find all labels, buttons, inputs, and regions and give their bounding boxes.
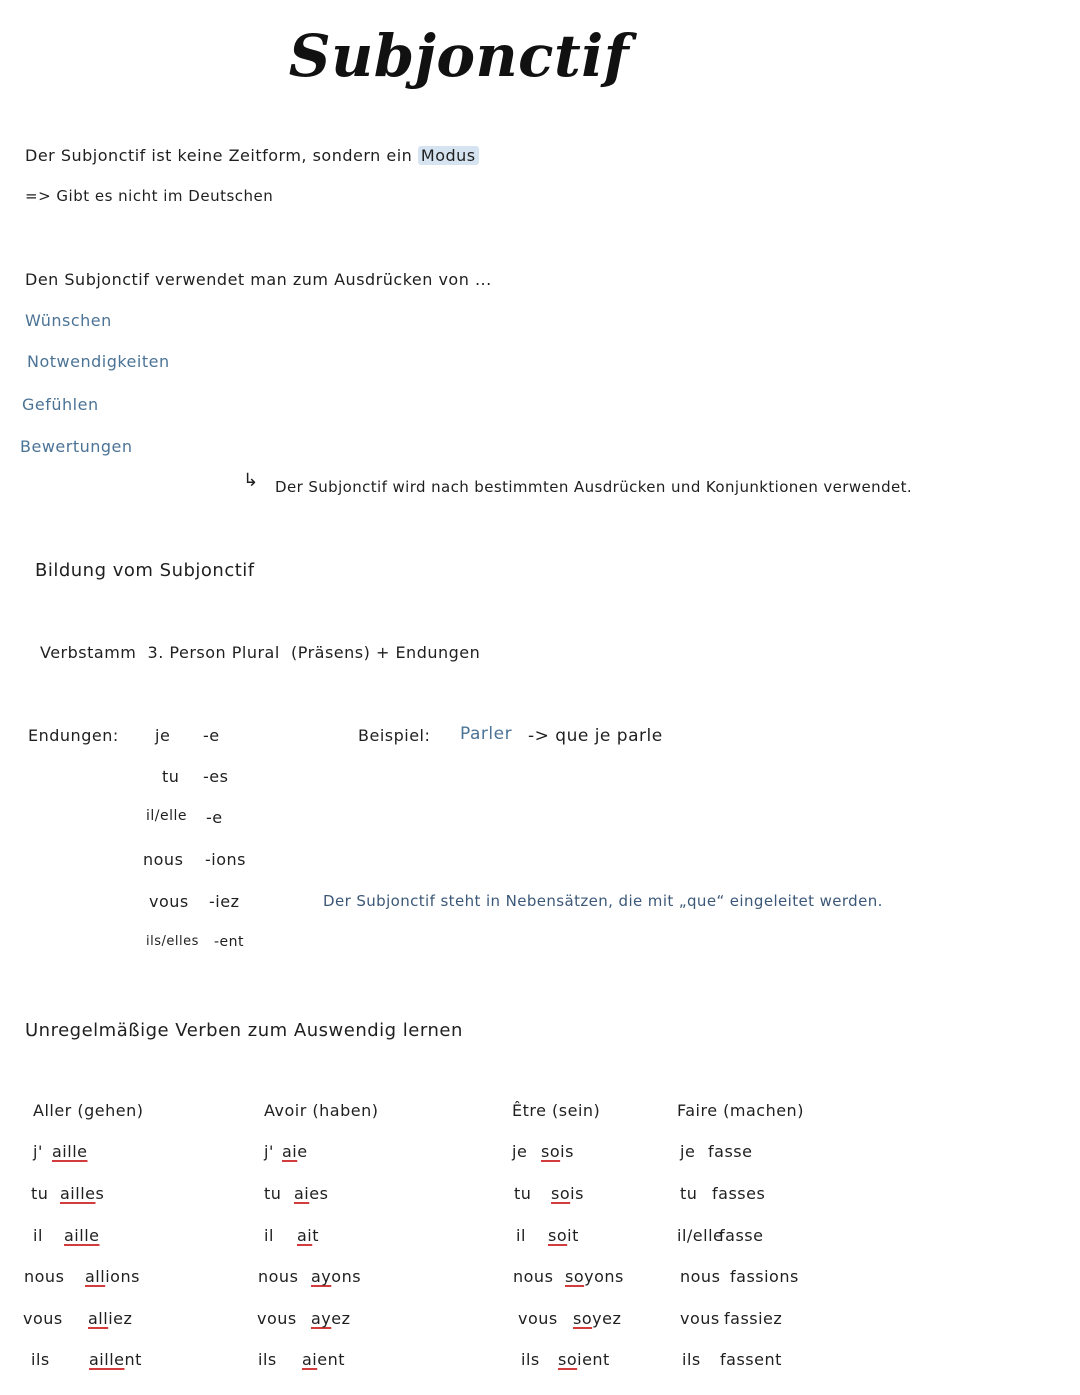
irregular-heading: Unregelmäßige Verben zum Auswendig lernen — [25, 1020, 463, 1041]
verb-form — [573, 1309, 621, 1328]
verb-form-ending: it — [567, 1226, 579, 1245]
verb-form — [558, 1350, 610, 1369]
verb-form-pronoun: il — [264, 1226, 274, 1245]
verb-form-stem: fassiez — [724, 1309, 783, 1328]
verb-form-ending: e — [297, 1142, 308, 1161]
ending-suffix: -iez — [209, 892, 240, 911]
verb-form-pronoun: j' — [33, 1142, 43, 1161]
ending-suffix: -e — [206, 808, 223, 827]
verb-form-stem: ai — [282, 1142, 298, 1161]
usage-item: Gefühlen — [22, 395, 99, 414]
verb-form-pronoun: il/elle — [677, 1226, 724, 1245]
formation-rule: Verbstamm 3. Person Plural (Präsens) + Endungen — [40, 643, 481, 662]
verb-form-stem: fasse — [719, 1226, 764, 1245]
verb-form-stem: fassent — [720, 1350, 782, 1369]
verb-form — [297, 1226, 319, 1245]
example-result: -> que je parle — [528, 726, 663, 746]
formation-note: Der Subjonctif steht in Nebensätzen, die mit „que“ eingeleitet werden. — [323, 892, 883, 910]
verb-form-pronoun: vous — [680, 1309, 720, 1328]
ending-pronoun: nous — [143, 850, 184, 869]
verb-form — [565, 1267, 624, 1286]
usage-heading: Den Subjonctif verwendet man zum Ausdrücken von ... — [25, 270, 492, 289]
verb-form-pronoun: nous — [24, 1267, 65, 1286]
verb-form-ending: t — [312, 1226, 320, 1245]
verb-form-stem: aille — [89, 1350, 125, 1369]
verb-form-ending: es — [309, 1184, 329, 1203]
intro-line-2: => Gibt es nicht im Deutschen — [25, 187, 274, 205]
verb-form-pronoun: ils — [521, 1350, 540, 1369]
verb-form-stem: all — [85, 1267, 106, 1286]
verb-form-pronoun: tu — [31, 1184, 49, 1203]
verb-form-ending: is — [560, 1142, 574, 1161]
intro-line-1 — [25, 146, 479, 165]
ending-suffix: -ent — [214, 934, 245, 950]
verb-form-pronoun: tu — [680, 1184, 698, 1203]
endings-label: Endungen: — [28, 726, 119, 745]
formation-heading: Bildung vom Subjonctif — [35, 560, 255, 581]
verb-form-ending: ient — [577, 1350, 610, 1369]
verb-form-stem: aille — [52, 1142, 88, 1161]
verb-form-stem: fasse — [708, 1142, 753, 1161]
verb-column-header: Être (sein) — [512, 1101, 601, 1120]
verb-form — [541, 1142, 574, 1161]
verb-column-header: Avoir (haben) — [264, 1101, 379, 1120]
verb-form-pronoun: nous — [513, 1267, 554, 1286]
verb-form-ending: ent — [317, 1350, 346, 1369]
verb-form — [730, 1267, 799, 1286]
usage-item: Wünschen — [25, 311, 112, 330]
verb-form-stem: fassions — [730, 1267, 799, 1286]
verb-form — [551, 1184, 584, 1203]
verb-form-ending: ons — [331, 1267, 362, 1286]
verb-form-stem: so — [565, 1267, 585, 1286]
verb-column-header: Aller (gehen) — [33, 1101, 144, 1120]
verb-form — [89, 1350, 142, 1369]
verb-form-stem: so — [541, 1142, 561, 1161]
verb-form — [720, 1350, 782, 1369]
verb-form-ending: yons — [584, 1267, 624, 1286]
verb-form-stem: ai — [294, 1184, 310, 1203]
verb-form-ending: nt — [124, 1350, 142, 1369]
verb-form-ending: yez — [592, 1309, 622, 1328]
verb-form-ending: ions — [105, 1267, 140, 1286]
verb-form-stem: so — [551, 1184, 571, 1203]
verb-form-pronoun: vous — [518, 1309, 558, 1328]
verb-form-pronoun: je — [680, 1142, 696, 1161]
verb-form-pronoun: il — [516, 1226, 526, 1245]
verb-form-pronoun: il — [33, 1226, 43, 1245]
verb-form — [548, 1226, 579, 1245]
verb-form-ending: ez — [331, 1309, 351, 1328]
page-title: Subjonctif — [288, 22, 630, 90]
verb-form — [64, 1226, 99, 1245]
verb-form-pronoun: ils — [31, 1350, 50, 1369]
verb-form-pronoun: vous — [257, 1309, 297, 1328]
verb-form — [724, 1309, 782, 1328]
verb-form — [302, 1350, 345, 1369]
verb-form-stem: aille — [64, 1226, 100, 1245]
example-verb: Parler — [460, 724, 513, 744]
verb-form-pronoun: je — [512, 1142, 528, 1161]
example-label: Beispiel: — [358, 726, 431, 745]
verb-form-pronoun: tu — [264, 1184, 282, 1203]
verb-form — [708, 1142, 752, 1161]
ending-pronoun: ils/elles — [146, 934, 199, 949]
verb-form-stem: so — [558, 1350, 578, 1369]
ending-suffix: -es — [203, 767, 229, 786]
verb-form-stem: so — [573, 1309, 593, 1328]
verb-form — [311, 1309, 351, 1328]
verb-form-stem: ai — [297, 1226, 313, 1245]
verb-form-stem: fasses — [712, 1184, 766, 1203]
verb-form-ending: s — [95, 1184, 105, 1203]
verb-form-pronoun: nous — [258, 1267, 299, 1286]
usage-item: Bewertungen — [20, 437, 133, 456]
verb-form — [294, 1184, 328, 1203]
verb-form-stem: ay — [311, 1267, 332, 1286]
ending-suffix: -ions — [205, 850, 246, 869]
ending-pronoun: je — [155, 726, 171, 745]
verb-form-stem: all — [88, 1309, 109, 1328]
verb-form-stem: ay — [311, 1309, 332, 1328]
verb-form-stem: aille — [60, 1184, 96, 1203]
ending-pronoun: tu — [162, 767, 180, 786]
verb-form — [712, 1184, 765, 1203]
verb-form-ending: is — [570, 1184, 584, 1203]
verb-form — [52, 1142, 87, 1161]
verb-form-pronoun: vous — [23, 1309, 63, 1328]
intro-text: Der Subjonctif ist keine Zeitform, sondern ein — [25, 146, 413, 165]
verb-column-header: Faire (machen) — [677, 1101, 804, 1120]
verb-form-pronoun: ils — [682, 1350, 701, 1369]
usage-note: Der Subjonctif wird nach bestimmten Ausdrücken und Konjunktionen verwendet. — [275, 478, 913, 496]
arrow-icon: ↳ — [243, 470, 259, 491]
verb-form-ending: iez — [108, 1309, 133, 1328]
usage-item: Notwendigkeiten — [27, 352, 170, 371]
ending-suffix: -e — [203, 726, 220, 745]
verb-form — [282, 1142, 308, 1161]
ending-pronoun: vous — [149, 892, 189, 911]
verb-form — [60, 1184, 104, 1203]
verb-form-pronoun: j' — [264, 1142, 274, 1161]
highlight-modus: Modus — [418, 146, 479, 165]
verb-form — [719, 1226, 763, 1245]
verb-form — [88, 1309, 132, 1328]
verb-form — [311, 1267, 361, 1286]
verb-form-stem: ai — [302, 1350, 318, 1369]
verb-form-stem: so — [548, 1226, 568, 1245]
verb-form-pronoun: nous — [680, 1267, 721, 1286]
ending-pronoun: il/elle — [146, 808, 188, 824]
verb-form — [85, 1267, 140, 1286]
verb-form-pronoun: tu — [514, 1184, 532, 1203]
verb-form-pronoun: ils — [258, 1350, 277, 1369]
